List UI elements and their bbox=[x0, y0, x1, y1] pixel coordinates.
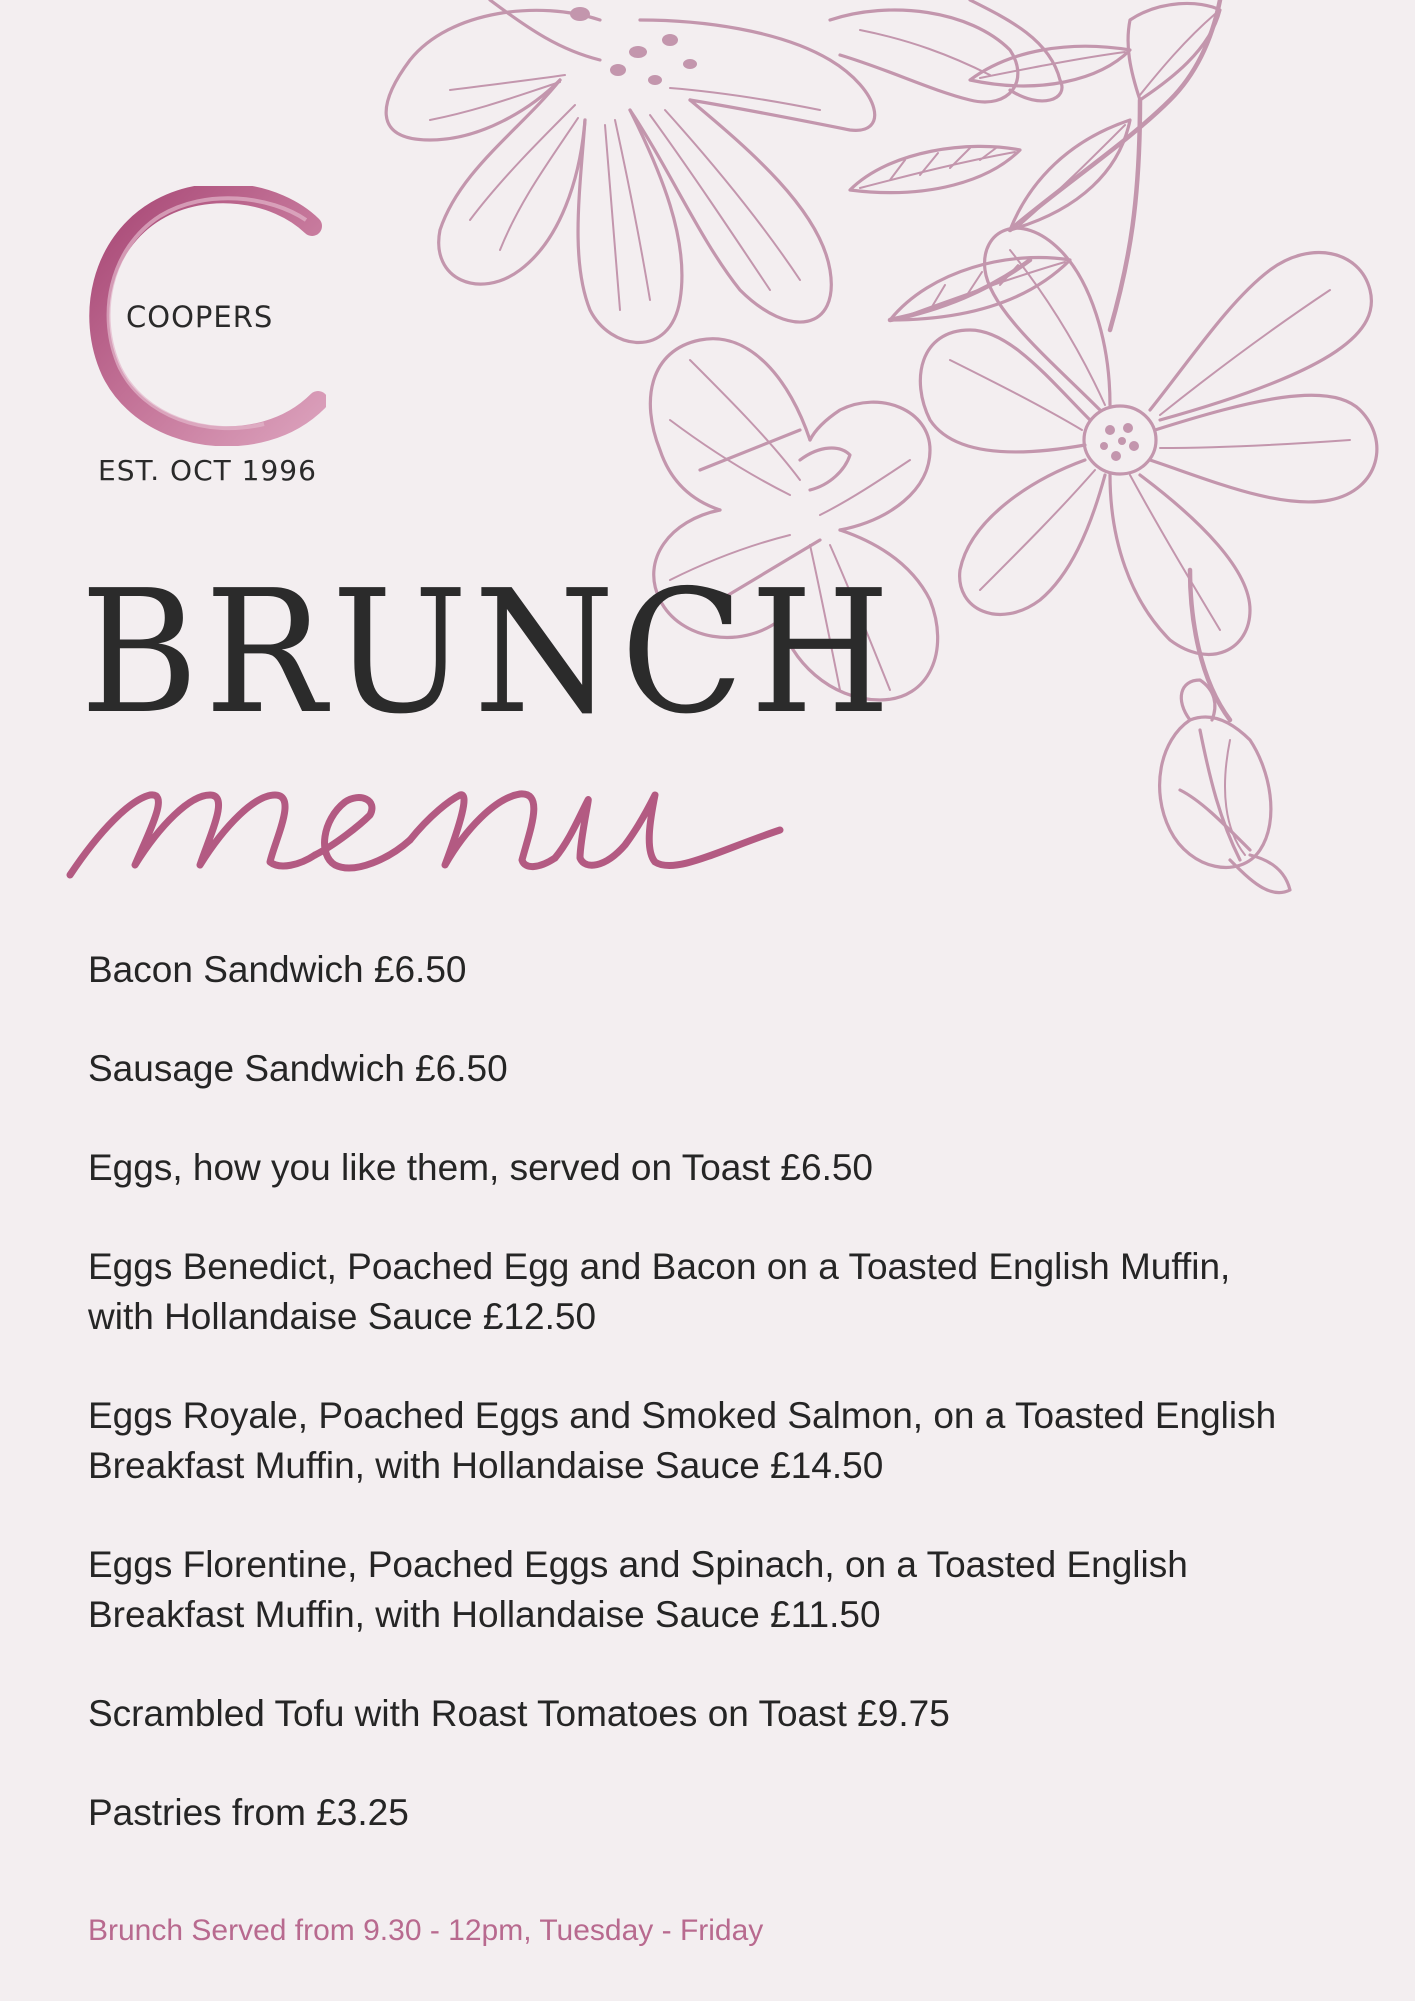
menu-item bbox=[88, 1689, 1348, 1739]
serving-hours-note: Brunch Served from 9.30 - 12pm, Tuesday - Friday bbox=[88, 1914, 764, 1947]
page-title: BRUNCH bbox=[80, 554, 897, 752]
menu-item bbox=[88, 1788, 1348, 1838]
menu-item bbox=[88, 945, 1348, 995]
menu-item-line1: Eggs Royale, Poached Eggs and Smoked Salmon, on a Toasted English bbox=[88, 1395, 1277, 1436]
menu-item-line2: Breakfast Muffin, with Hollandaise Sauce £11.50 bbox=[88, 1594, 881, 1635]
menu-item-line1: Eggs Benedict, Poached Egg and Bacon on a Toasted English Muffin, bbox=[88, 1246, 1231, 1287]
menu-item bbox=[88, 1044, 1348, 1094]
logo-name: COOPERS bbox=[126, 300, 274, 334]
menu-item-line1: Eggs Florentine, Poached Eggs and Spinach, on a Toasted English bbox=[88, 1544, 1188, 1585]
menu-item bbox=[88, 1540, 1348, 1640]
logo-established: EST. OCT 1996 bbox=[98, 454, 317, 487]
subtitle-script bbox=[60, 770, 800, 890]
menu-item-line1: Bacon Sandwich £6.50 bbox=[88, 949, 467, 990]
menu-list bbox=[88, 945, 1348, 1887]
menu-item-line1: Scrambled Tofu with Roast Tomatoes on Toast £9.75 bbox=[88, 1693, 950, 1734]
menu-item-line2: Breakfast Muffin, with Hollandaise Sauce £14.50 bbox=[88, 1445, 884, 1486]
menu-item-line2: with Hollandaise Sauce £12.50 bbox=[88, 1296, 597, 1337]
menu-item bbox=[88, 1391, 1348, 1491]
logo bbox=[86, 186, 326, 486]
menu-item-line1: Eggs, how you like them, served on Toast £6.50 bbox=[88, 1147, 874, 1188]
menu-item bbox=[88, 1242, 1348, 1342]
menu-item-line1: Sausage Sandwich £6.50 bbox=[88, 1048, 508, 1089]
menu-item bbox=[88, 1143, 1348, 1193]
menu-item-line1: Pastries from £3.25 bbox=[88, 1792, 409, 1833]
